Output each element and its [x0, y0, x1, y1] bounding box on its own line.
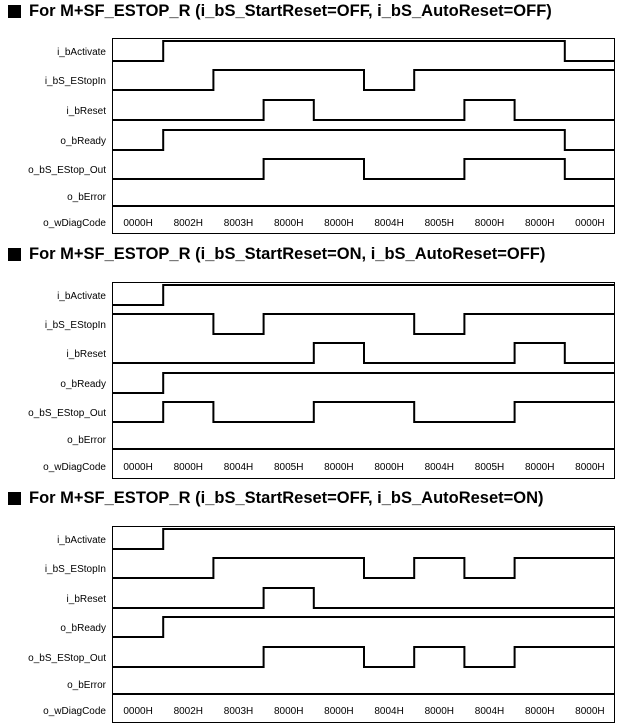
diag-code-value: 8000H — [173, 462, 204, 473]
signal-label: i_bReset — [66, 349, 106, 360]
diag-code-value: 0000H — [123, 706, 153, 717]
diag-code-value: 8000H — [374, 462, 404, 473]
diag-code-value: 8000H — [324, 462, 354, 473]
waveform-i_bS_EStopIn — [113, 70, 615, 90]
diag-code-value: 8003H — [223, 706, 254, 717]
signal-label: o_bError — [67, 680, 106, 691]
diagram-title-text: For M+SF_ESTOP_R (i_bS_StartReset=OFF, i_bS_AutoReset=ON) — [29, 488, 544, 507]
diag-code-value: 8000H — [324, 706, 354, 717]
waveform-o_bS_EStop_Out — [113, 402, 615, 422]
diag-code-value: 8002H — [173, 218, 204, 229]
waveform-o_bReady — [113, 130, 615, 150]
waveform-o_bReady — [113, 373, 615, 393]
diag-code-value: 8002H — [173, 706, 204, 717]
signal-label: i_bReset — [66, 106, 106, 117]
diag-code-value: 8000H — [575, 462, 605, 473]
signal-label: i_bS_EStopIn — [44, 320, 106, 331]
diag-code-value: 8000H — [524, 218, 555, 229]
signal-label: o_bReady — [60, 623, 106, 634]
diagram-title-text: For M+SF_ESTOP_R (i_bS_StartReset=ON, i_bS_AutoReset=OFF) — [29, 244, 546, 263]
diag-code-value: 8000H — [575, 706, 605, 717]
diag-code-label: o_wDiagCode — [43, 218, 106, 229]
signal-label: o_bS_EStop_Out — [28, 165, 106, 176]
waveform-o_bS_EStop_Out — [113, 647, 615, 667]
diag-code-value: 0000H — [575, 218, 605, 229]
signal-label: i_bActivate — [57, 291, 106, 302]
signal-label: o_bS_EStop_Out — [28, 653, 106, 664]
diag-code-value: 8004H — [424, 462, 455, 473]
diag-code-value: 8004H — [474, 706, 505, 717]
diag-code-value: 8005H — [424, 218, 455, 229]
waveform-i_bReset — [113, 588, 615, 608]
signal-label: o_bReady — [60, 379, 106, 390]
diag-code-value: 8000H — [474, 218, 505, 229]
signal-label: o_bReady — [60, 136, 106, 147]
diag-code-value: 8005H — [474, 462, 505, 473]
diag-code-label: o_wDiagCode — [43, 462, 106, 473]
diag-code-value: 8003H — [223, 218, 254, 229]
waveform-i_bReset — [113, 100, 615, 120]
waveform-i_bS_EStopIn — [113, 558, 615, 578]
waveform-i_bActivate — [113, 285, 615, 305]
waveform-i_bActivate — [113, 529, 615, 549]
diag-code-value: 8000H — [273, 218, 304, 229]
waveform-o_bS_EStop_Out — [113, 159, 615, 179]
waveform-i_bActivate — [113, 41, 615, 61]
waveform-o_bReady — [113, 617, 615, 637]
waveform-i_bS_EStopIn — [113, 314, 615, 334]
diag-code-value: 8004H — [223, 462, 254, 473]
diag-code-value: 8000H — [524, 462, 555, 473]
diag-code-value: 0000H — [123, 462, 153, 473]
diag-code-value: 8000H — [273, 706, 304, 717]
signal-label: i_bActivate — [57, 535, 106, 546]
diagram-title-text: For M+SF_ESTOP_R (i_bS_StartReset=OFF, i_bS_AutoReset=OFF) — [29, 1, 552, 20]
diag-code-label: o_wDiagCode — [43, 706, 106, 717]
signal-label: o_bError — [67, 435, 106, 446]
diag-code-value: 8004H — [374, 706, 404, 717]
signal-label: o_bError — [67, 192, 106, 203]
waveform-i_bReset — [113, 343, 615, 363]
diag-code-value: 0000H — [123, 218, 153, 229]
diag-code-value: 8000H — [324, 218, 354, 229]
diag-code-value: 8005H — [273, 462, 304, 473]
signal-label: o_bS_EStop_Out — [28, 408, 106, 419]
signal-label: i_bActivate — [57, 47, 106, 58]
diag-code-value: 8000H — [524, 706, 555, 717]
diag-code-value: 8000H — [424, 706, 455, 717]
signal-label: i_bS_EStopIn — [44, 564, 106, 575]
signal-label: i_bReset — [66, 594, 106, 605]
signal-label: i_bS_EStopIn — [44, 76, 106, 87]
diag-code-value: 8004H — [374, 218, 404, 229]
